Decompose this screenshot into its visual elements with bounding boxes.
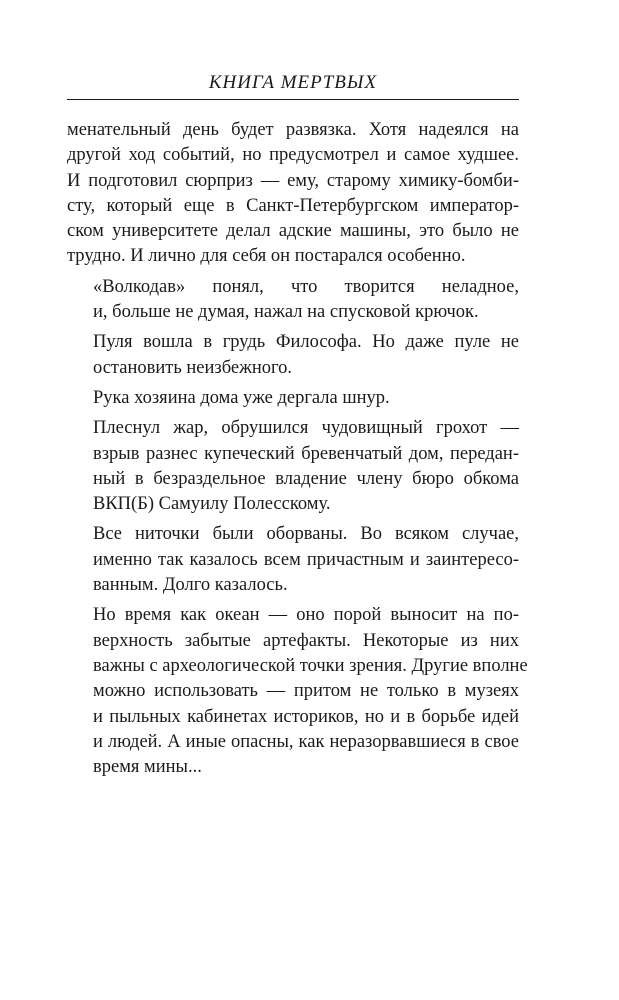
text-line: взрыв разнес купеческий бревенчатый дом, передан-	[93, 443, 519, 464]
paragraph	[67, 330, 519, 381]
text-line: остановить неизбежного.	[93, 357, 293, 378]
text-line: и пыльных кабинетах историков, но и в борьбе идей	[93, 706, 519, 727]
text-line: трудно. И лично для себя он постарался особенно.	[67, 246, 466, 267]
page-body	[67, 118, 528, 785]
text-line: другой ход событий, но предусмотрел и самое худшее.	[67, 145, 519, 166]
text-line: ВКП(Б) Самуилу Полесскому.	[93, 494, 331, 515]
paragraph	[67, 275, 519, 326]
paragraph	[67, 416, 519, 517]
text-line: можно использовать — притом не только в музеях	[93, 681, 519, 702]
text-line: менательный день будет развязка. Хотя надеялся на	[67, 120, 519, 140]
paragraph	[67, 603, 528, 780]
text-line: Пуля вошла в грудь Философа. Но даже пуле не	[93, 332, 519, 353]
text-line: И подготовил сюрприз — ему, старому химику-бомби-	[67, 170, 519, 191]
text-line: ванным. Долго казалось.	[93, 575, 288, 596]
text-line: и людей. А иные опасны, как неразорвавшиеся в свое	[93, 731, 519, 752]
text-line: важны с археологической точки зрения. Другие вполне	[93, 655, 528, 676]
text-line: «Волкодав» понял, что творится неладное,	[93, 276, 519, 297]
text-line: время мины...	[93, 757, 202, 778]
text-line: именно так казалось всем причастным и заинтересо-	[93, 549, 519, 570]
running-header-title: КНИГА МЕРТВЫХ	[208, 72, 378, 93]
text-line: сту, который еще в Санкт-Петербургском император-	[67, 195, 519, 216]
text-line: Но время как океан — оно порой выносит на по-	[93, 605, 519, 626]
text-line: ском университете делал адские машины, это было не	[67, 221, 519, 242]
paragraph	[67, 386, 519, 411]
text-line: Плеснул жар, обрушился чудовищный грохот —	[93, 418, 519, 439]
text-line: ный в безраздельное владение члену бюро обкома	[93, 468, 519, 489]
paragraph	[67, 118, 519, 270]
header-divider	[67, 99, 519, 100]
text-line: верхность забытые артефакты. Некоторые из них	[93, 630, 519, 651]
paragraph	[67, 522, 519, 598]
text-line: Все ниточки были оборваны. Во всяком случае,	[93, 524, 519, 545]
text-line: и, больше не думая, нажал на спусковой крючок.	[93, 302, 479, 323]
text-line: Рука хозяина дома уже дергала шнур.	[93, 387, 390, 408]
